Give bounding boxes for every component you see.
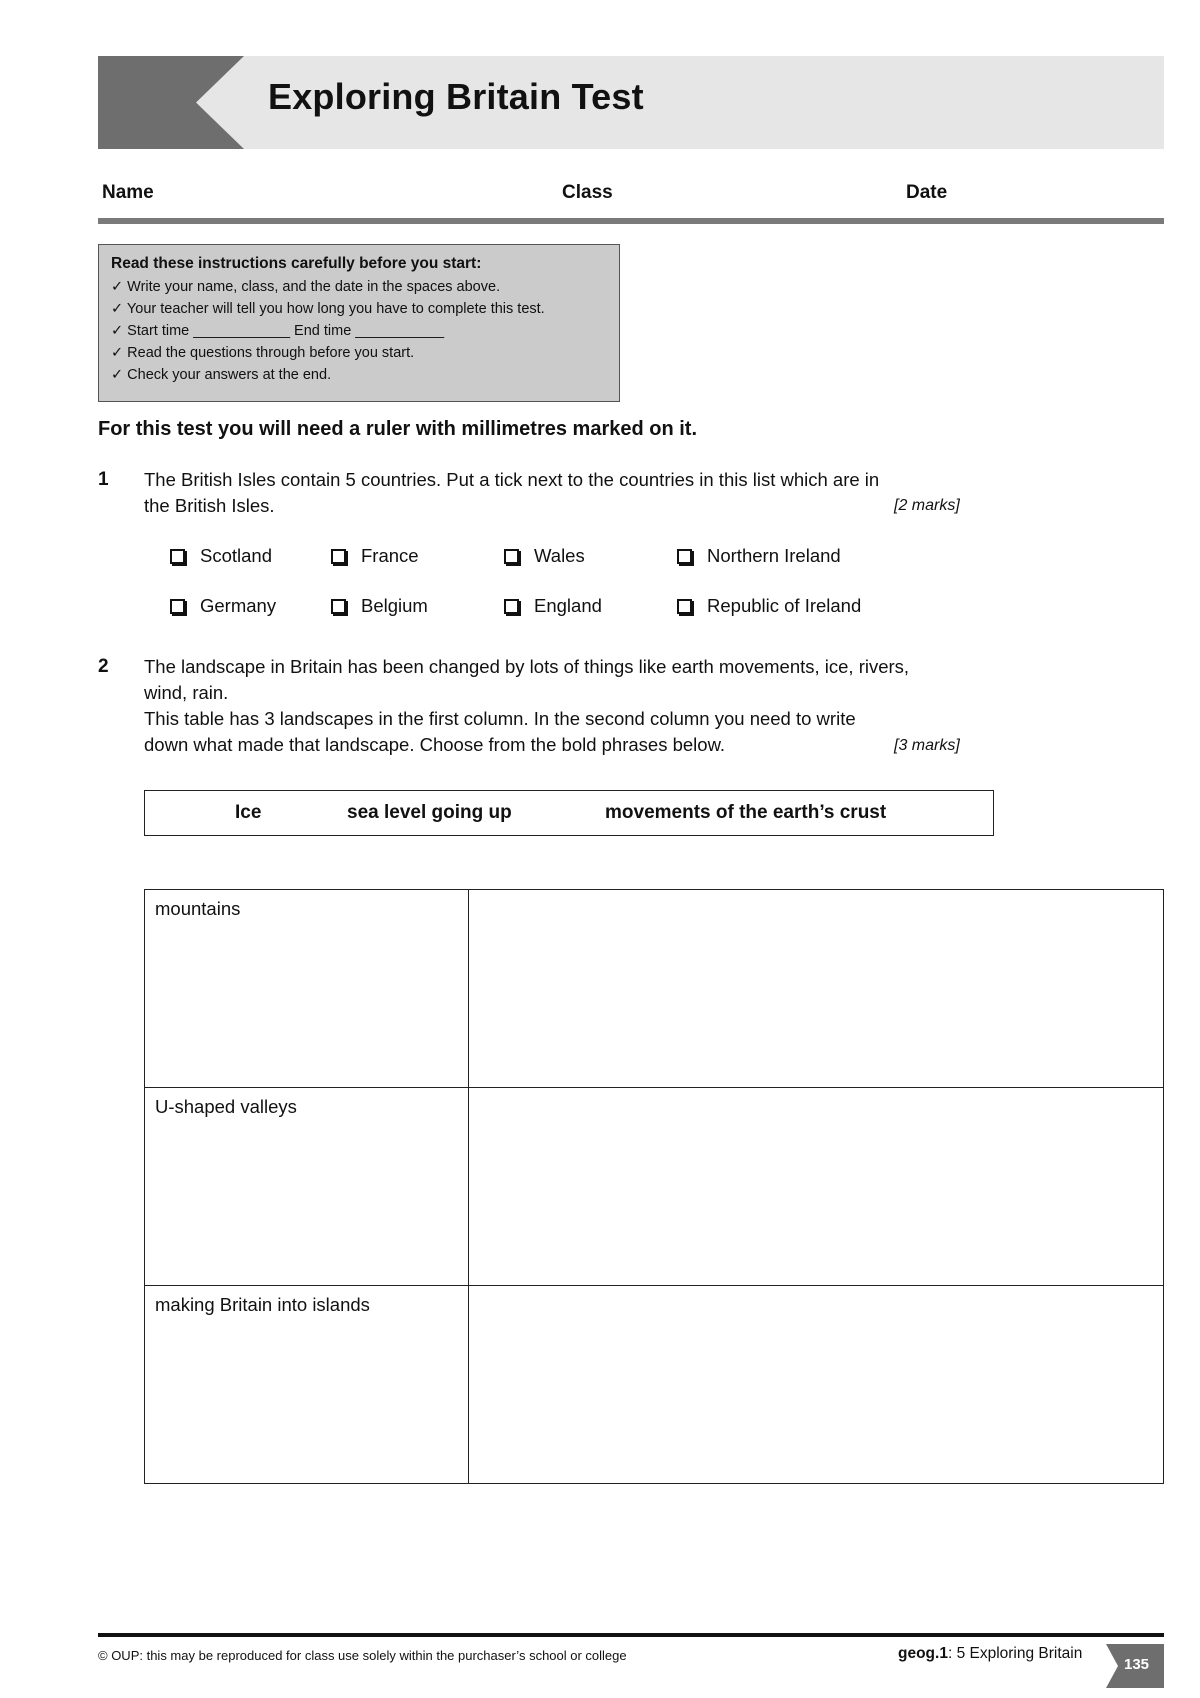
page-title: Exploring Britain Test — [268, 76, 644, 117]
checkbox-icon[interactable] — [504, 549, 519, 564]
question-2-line-3: This table has 3 landscapes in the first column. In the second column you need to write — [144, 708, 856, 729]
option-england[interactable] — [504, 595, 602, 617]
phrase-ice: Ice — [235, 802, 262, 823]
header-chevron-shape — [98, 56, 244, 149]
footer-series: geog.1 — [898, 1645, 948, 1662]
footer-chapter — [898, 1645, 1082, 1663]
table-row — [145, 890, 1164, 1088]
question-1-marks: [2 marks] — [894, 497, 960, 514]
option-belgium[interactable] — [331, 595, 428, 617]
checkbox-icon[interactable] — [331, 549, 346, 564]
checkbox-icon[interactable] — [504, 599, 519, 614]
option-northern-ireland[interactable] — [677, 545, 841, 567]
answer-cell[interactable] — [469, 890, 1164, 1088]
option-republic-of-ireland[interactable] — [677, 595, 861, 617]
instruction-line: ✓ Start time ____________ End time ___________ — [111, 323, 445, 339]
landscape-cell: making Britain into islands — [145, 1286, 469, 1484]
landscape-cell: mountains — [145, 890, 469, 1088]
phrase-earth-crust: movements of the earth’s crust — [605, 802, 887, 823]
option-label: Republic of Ireland — [707, 595, 862, 616]
checkbox-icon[interactable] — [170, 549, 185, 564]
question-2-number: 2 — [98, 656, 109, 677]
ruler-note: For this test you will need a ruler with millimetres marked on it. — [98, 418, 698, 440]
question-1-number: 1 — [98, 469, 109, 490]
option-germany[interactable] — [170, 595, 276, 617]
option-label: Northern Ireland — [707, 545, 841, 566]
answer-cell[interactable] — [469, 1088, 1164, 1286]
checkbox-icon[interactable] — [170, 599, 185, 614]
instruction-line: ✓ Write your name, class, and the date in the spaces above. — [111, 279, 501, 295]
question-2-marks: [3 marks] — [894, 737, 960, 754]
table-row — [145, 1088, 1164, 1286]
option-france[interactable] — [331, 545, 419, 567]
instruction-line: ✓ Read the questions through before you start. — [111, 345, 415, 361]
question-1-line-2: the British Isles. — [144, 495, 275, 516]
student-details-row — [98, 180, 1164, 224]
table-row — [145, 1286, 1164, 1484]
answer-cell[interactable] — [469, 1286, 1164, 1484]
checkbox-icon[interactable] — [677, 599, 692, 614]
option-wales[interactable] — [504, 545, 585, 567]
instruction-line: ✓ Your teacher will tell you how long you have to complete this test. — [111, 301, 545, 317]
phrase-box — [144, 790, 994, 836]
option-label: Germany — [200, 595, 277, 616]
question-2-line-2: wind, rain. — [144, 682, 229, 703]
instructions-title: Read these instructions carefully before you start: — [111, 255, 482, 272]
footer-rule — [98, 1633, 1164, 1637]
date-label: Date — [906, 182, 948, 203]
landscape-table — [144, 889, 1164, 1484]
footer-chapter-title: : 5 Exploring Britain — [947, 1645, 1083, 1662]
option-label: Belgium — [361, 595, 428, 616]
class-label: Class — [562, 182, 613, 203]
phrase-sea-level: sea level going up — [347, 802, 512, 823]
option-scotland[interactable] — [170, 545, 272, 567]
footer-copyright: © OUP: this may be reproduced for class use solely within the purchaser’s school or college — [98, 1648, 627, 1663]
page-number: 135 — [1124, 1656, 1150, 1673]
landscape-cell: U-shaped valleys — [145, 1088, 469, 1286]
question-2-line-1: The landscape in Britain has been changed by lots of things like earth movements, ice, rivers, — [144, 656, 910, 677]
instruction-line: ✓ Check your answers at the end. — [111, 367, 332, 383]
checkbox-icon[interactable] — [331, 599, 346, 614]
option-label: Scotland — [200, 545, 272, 566]
question-1-line-1: The British Isles contain 5 countries. Put a tick next to the countries in this list which are in — [144, 469, 880, 490]
option-label: France — [361, 545, 419, 566]
instructions-box — [98, 244, 620, 402]
checkbox-icon[interactable] — [677, 549, 692, 564]
option-label: England — [534, 595, 602, 616]
name-label: Name — [102, 182, 154, 203]
option-label: Wales — [534, 545, 585, 566]
question-2-line-4: down what made that landscape. Choose from the bold phrases below. — [144, 734, 726, 755]
